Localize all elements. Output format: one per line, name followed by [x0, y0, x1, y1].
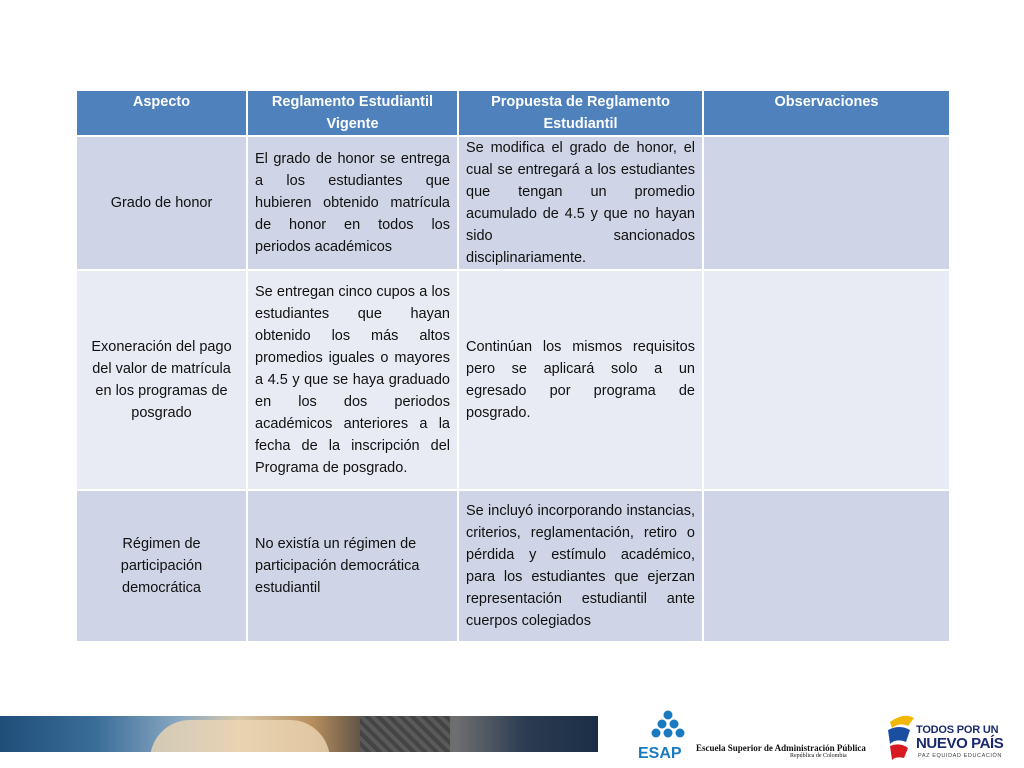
header-propuesta-reglamento: Propuesta de Reglamento Estudiantil [458, 90, 703, 136]
cell-propuesta: Continúan los mismos requisitos pero se aplicará solo a un egresado por programa de posgrado. [458, 270, 703, 490]
tpu-line3: PAZ EQUIDAD EDUCACIÓN [918, 753, 1003, 759]
header-reglamento-vigente: Reglamento Estudiantil Vigente [247, 90, 458, 136]
hand-photo-shape [150, 720, 330, 752]
cell-vigente: No existía un régimen de participación democrática estudiantil [247, 490, 458, 642]
cell-aspecto: Régimen de participación democrática [76, 490, 247, 642]
cell-propuesta: Se modifica el grado de honor, el cual se entregará a los estudiantes que tengan un promedio acumulado de 4.5 y que no hayan sido sancionados disciplinariamente. [458, 136, 703, 270]
footer-photo-banner [0, 716, 598, 752]
esap-letters: ESAP [638, 745, 682, 762]
tpu-line2: NUEVO PAÍS [916, 735, 1004, 752]
cell-observaciones [703, 490, 950, 642]
cell-aspecto: Exoneración del pago del valor de matrícula en los programas de posgrado [76, 270, 247, 490]
sleeve-photo-shape [360, 716, 450, 752]
header-aspecto: Aspecto [76, 90, 247, 136]
header-row [76, 90, 950, 136]
cell-observaciones [703, 136, 950, 270]
cell-aspecto: Grado de honor [76, 136, 247, 270]
cell-propuesta: Se incluyó incorporando instancias, criterios, reglamentación, retiro o pérdida y estímulo académico, para los estudiantes que ejerzan representación estudiantil ante cuerpos colegiados [458, 490, 703, 642]
table-row [76, 136, 950, 270]
cell-observaciones [703, 270, 950, 490]
cell-vigente: El grado de honor se entrega a los estudiantes que hubieren obtenido matrícula de honor en todos los periodos académicos [247, 136, 458, 270]
tpu-line1: TODOS POR UN [916, 724, 999, 736]
header-observaciones: Observaciones [703, 90, 950, 136]
esap-sub: República de Colombia [790, 753, 847, 759]
comparison-table [75, 89, 951, 643]
cell-vigente: Se entregan cinco cupos a los estudiantes que hayan obtenido los más altos promedios iguales o mayores a 4.5 y que se haya graduado en los dos periodos académicos anteriores a la fecha de la inscripción del Programa de posgrado. [247, 270, 458, 490]
esap-name: Escuela Superior de Administración Pública [696, 743, 866, 753]
table-row [76, 270, 950, 490]
table-row [76, 490, 950, 642]
